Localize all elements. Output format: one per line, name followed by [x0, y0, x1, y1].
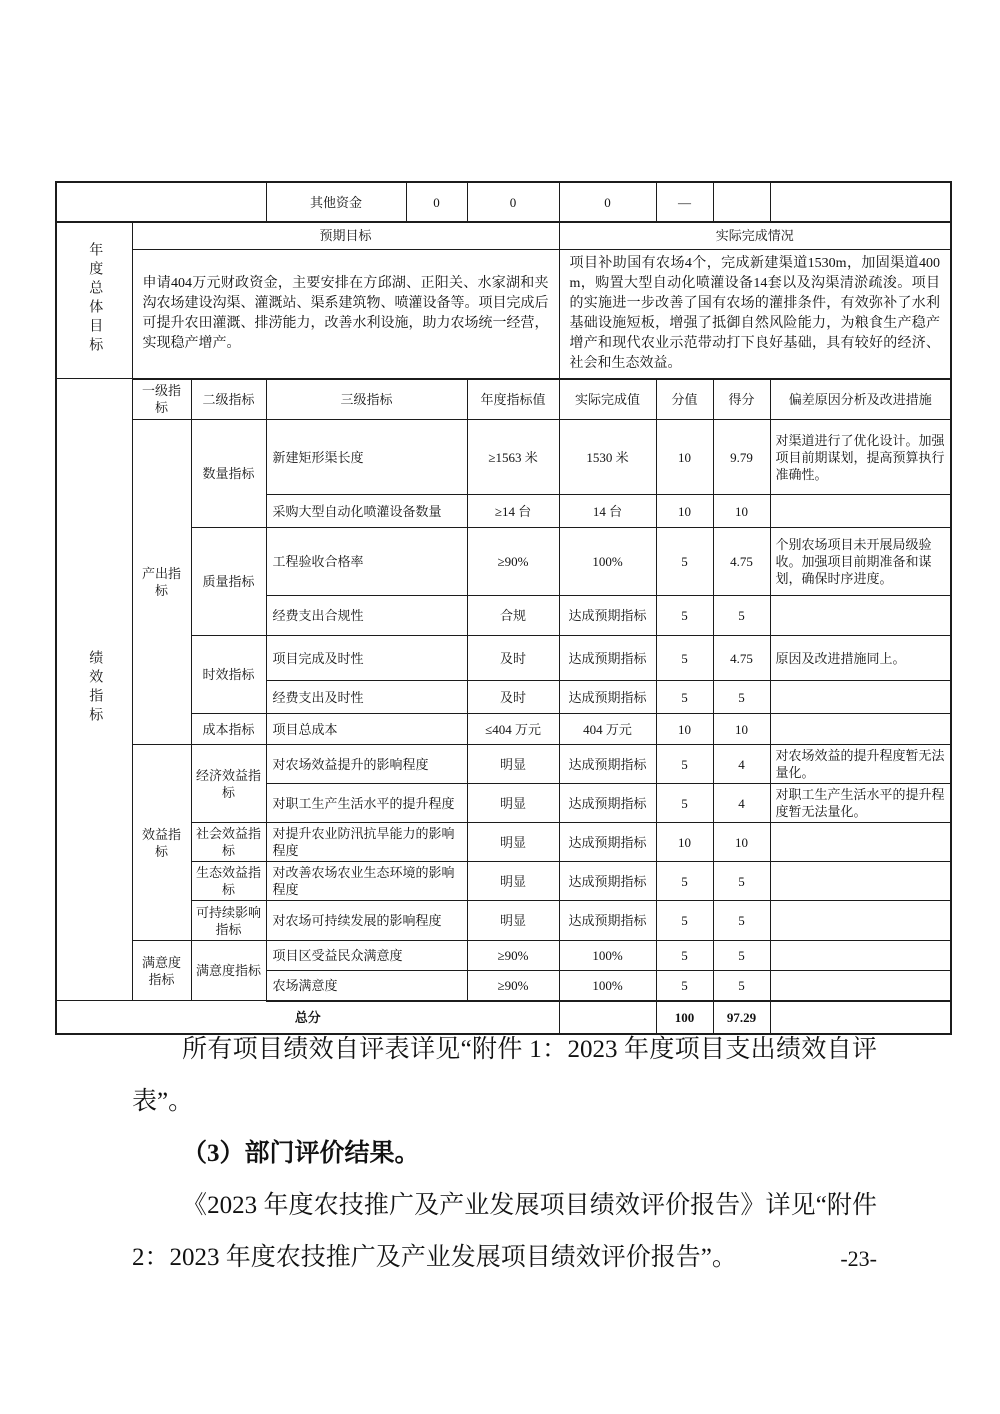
perf-row-13-actual: 100%	[559, 971, 656, 1001]
perf-row-7-target: 明显	[467, 745, 559, 784]
perf-row-5-actual: 达成预期指标	[559, 681, 656, 714]
perf-row-1-target: ≥14 台	[467, 495, 559, 528]
annual-goal-side-label-text: 年度总体目标	[87, 241, 103, 356]
perf-row-11-score: 5	[713, 901, 770, 941]
level2-quality: 质量指标	[191, 528, 266, 636]
level2-satisfaction: 满意度指标	[191, 941, 266, 1001]
perf-row-8-score: 4	[713, 784, 770, 823]
perf-row-9-indicator: 对提升农业防汛抗旱能力的影响程度	[266, 823, 467, 862]
header-level3: 三级指标	[266, 379, 467, 420]
perf-row-0-deviation: 对渠道进行了优化设计。加强项目前期谋划，提高预算执行准确性。	[770, 420, 951, 495]
perf-row-2-indicator: 工程验收合格率	[266, 528, 467, 596]
perf-row-3-deviation	[770, 596, 951, 636]
perf-row-9-actual: 达成预期指标	[559, 823, 656, 862]
perf-row-7-score: 4	[713, 745, 770, 784]
perf-row-0-points: 10	[656, 420, 713, 495]
perf-row-7-deviation: 对农场效益的提升程度暂无法量化。	[770, 745, 951, 784]
perf-row-0-target: ≥1563 米	[467, 420, 559, 495]
actual-completion-text: 项目补助国有农场4个，完成新建渠道1530m，加固渠道400m，购置大型自动化喷灌设备14套以及沟渠清淤疏浚。项目的实施进一步改善了国有农场的灌排条件，有效弥补了水利基础设施短板，增强了抵御自然风险能力，为粮食生产稳产增产和现代农业示范带动打下良好基础，具有较好的经济、社会和生态效益。	[559, 249, 951, 379]
perf-row-3-score: 5	[713, 596, 770, 636]
perf-row-4-points: 5	[656, 636, 713, 681]
perf-row-13-target: ≥90%	[467, 971, 559, 1001]
heading-department-result: （3）部门评价结果。	[182, 1140, 420, 1167]
perf-row-8-indicator: 对职工生产生活水平的提升程度	[266, 784, 467, 823]
actual-completion-header: 实际完成情况	[559, 222, 951, 249]
perf-row-0-actual: 1530 米	[559, 420, 656, 495]
expected-goal-header: 预期目标	[132, 222, 559, 249]
total-points: 100	[656, 1001, 713, 1034]
perf-row-6-score: 10	[713, 714, 770, 745]
perf-row-4-score: 4.75	[713, 636, 770, 681]
header-level1: 一级指标	[132, 379, 191, 420]
perf-row-7-points: 5	[656, 745, 713, 784]
perf-row-11-deviation	[770, 901, 951, 941]
perf-row-7-actual: 达成预期指标	[559, 745, 656, 784]
funding-value-3: 0	[559, 182, 656, 222]
perf-row-13-points: 5	[656, 971, 713, 1001]
perf-row-4-indicator: 项目完成及时性	[266, 636, 467, 681]
perf-row-8-points: 5	[656, 784, 713, 823]
perf-row-6-points: 10	[656, 714, 713, 745]
header-annual-target: 年度指标值	[467, 379, 559, 420]
total-score: 97.29	[713, 1001, 770, 1034]
perf-row-4-actual: 达成预期指标	[559, 636, 656, 681]
perf-row-11-indicator: 对农场可持续发展的影响程度	[266, 901, 467, 941]
perf-row-9-deviation	[770, 823, 951, 862]
perf-row-11-target: 明显	[467, 901, 559, 941]
perf-row-2-deviation: 个别农场项目未开展局级验收。加强项目前期准备和谋划，确保时序进度。	[770, 528, 951, 596]
perf-row-1-points: 10	[656, 495, 713, 528]
perf-row-6-target: ≤404 万元	[467, 714, 559, 745]
body-text	[132, 1024, 877, 1284]
perf-row-5-indicator: 经费支出及时性	[266, 681, 467, 714]
level2-economic: 经济效益指标	[191, 745, 266, 823]
perf-row-8-target: 明显	[467, 784, 559, 823]
perf-row-13-score: 5	[713, 971, 770, 1001]
funding-empty-cell-2	[713, 182, 770, 222]
perf-row-8-actual: 达成预期指标	[559, 784, 656, 823]
perf-row-9-target: 明显	[467, 823, 559, 862]
perf-row-6-indicator: 项目总成本	[266, 714, 467, 745]
perf-row-10-score: 5	[713, 862, 770, 901]
funding-value-1: 0	[406, 182, 467, 222]
perf-row-4-target: 及时	[467, 636, 559, 681]
total-label: 总分	[56, 1001, 559, 1034]
level2-social: 社会效益指标	[191, 823, 266, 862]
perf-row-10-indicator: 对改善农场农业生态环境的影响程度	[266, 862, 467, 901]
perf-row-10-points: 5	[656, 862, 713, 901]
level2-sustainable: 可持续影响指标	[191, 901, 266, 941]
perf-row-11-actual: 达成预期指标	[559, 901, 656, 941]
page-number: -23-	[840, 1246, 877, 1271]
header-score: 得分	[713, 379, 770, 420]
perf-row-3-points: 5	[656, 596, 713, 636]
funding-value-2: 0	[467, 182, 559, 222]
perf-row-8-deviation: 对职工生产生活水平的提升程度暂无法量化。	[770, 784, 951, 823]
perf-row-12-indicator: 项目区受益民众满意度	[266, 941, 467, 971]
performance-evaluation-table	[55, 181, 952, 1035]
perf-row-5-deviation	[770, 681, 951, 714]
perf-row-12-actual: 100%	[559, 941, 656, 971]
perf-row-13-deviation	[770, 971, 951, 1001]
perf-row-2-actual: 100%	[559, 528, 656, 596]
perf-row-10-target: 明显	[467, 862, 559, 901]
performance-side-label-text: 绩效指标	[87, 649, 103, 726]
perf-row-0-score: 9.79	[713, 420, 770, 495]
level2-quantity: 数量指标	[191, 420, 266, 528]
header-actual-value: 实际完成值	[559, 379, 656, 420]
perf-row-2-points: 5	[656, 528, 713, 596]
header-deviation: 偏差原因分析及改进措施	[770, 379, 951, 420]
level1-satisfaction: 满意度指标	[132, 941, 191, 1001]
perf-row-9-points: 10	[656, 823, 713, 862]
perf-row-13-indicator: 农场满意度	[266, 971, 467, 1001]
level1-output: 产出指标	[132, 420, 191, 745]
perf-row-6-deviation	[770, 714, 951, 745]
perf-row-5-points: 5	[656, 681, 713, 714]
perf-row-1-score: 10	[713, 495, 770, 528]
perf-row-11-points: 5	[656, 901, 713, 941]
perf-row-3-actual: 达成预期指标	[559, 596, 656, 636]
perf-row-1-deviation	[770, 495, 951, 528]
annual-goal-side-label	[56, 222, 132, 379]
level1-benefit: 效益指标	[132, 745, 191, 941]
header-points: 分值	[656, 379, 713, 420]
funding-value-4: —	[656, 182, 713, 222]
perf-row-2-target: ≥90%	[467, 528, 559, 596]
perf-row-5-target: 及时	[467, 681, 559, 714]
perf-row-12-target: ≥90%	[467, 941, 559, 971]
perf-row-5-score: 5	[713, 681, 770, 714]
perf-row-12-score: 5	[713, 941, 770, 971]
performance-side-label	[56, 379, 132, 1001]
perf-row-2-score: 4.75	[713, 528, 770, 596]
perf-row-12-points: 5	[656, 941, 713, 971]
expected-goal-text: 申请404万元财政资金，主要安排在方邱湖、正阳关、水家湖和夹沟农场建设沟渠、灌溉站、渠系建筑物、喷灌设备等。项目完成后可提升农田灌溉、排涝能力，改善水利设施，助力农场统一经营，实现稳产增产。	[132, 249, 559, 379]
level2-ecological: 生态效益指标	[191, 862, 266, 901]
funding-empty-cell	[56, 182, 266, 222]
paragraph-self-evaluation: 所有项目绩效自评表详见“附件 1：2023 年度项目支出绩效自评表”。	[132, 1036, 877, 1115]
perf-row-12-deviation	[770, 941, 951, 971]
perf-row-7-indicator: 对农场效益提升的影响程度	[266, 745, 467, 784]
perf-row-3-target: 合规	[467, 596, 559, 636]
funding-empty-cell-3	[770, 182, 951, 222]
perf-row-10-deviation	[770, 862, 951, 901]
header-level2: 二级指标	[191, 379, 266, 420]
perf-row-3-indicator: 经费支出合规性	[266, 596, 467, 636]
perf-row-1-actual: 14 台	[559, 495, 656, 528]
perf-row-1-indicator: 采购大型自动化喷灌设备数量	[266, 495, 467, 528]
perf-row-6-actual: 404 万元	[559, 714, 656, 745]
perf-row-9-score: 10	[713, 823, 770, 862]
perf-row-4-deviation: 原因及改进措施同上。	[770, 636, 951, 681]
paragraph-evaluation-report: 《2023 年度农技推广及产业发展项目绩效评价报告》详见“附件 2：2023 年度农技推广及产业发展项目绩效评价报告”。	[132, 1192, 877, 1271]
perf-row-0-indicator: 新建矩形渠长度	[266, 420, 467, 495]
perf-row-10-actual: 达成预期指标	[559, 862, 656, 901]
level2-timeliness: 时效指标	[191, 636, 266, 714]
level2-cost: 成本指标	[191, 714, 266, 745]
funding-label: 其他资金	[266, 182, 406, 222]
